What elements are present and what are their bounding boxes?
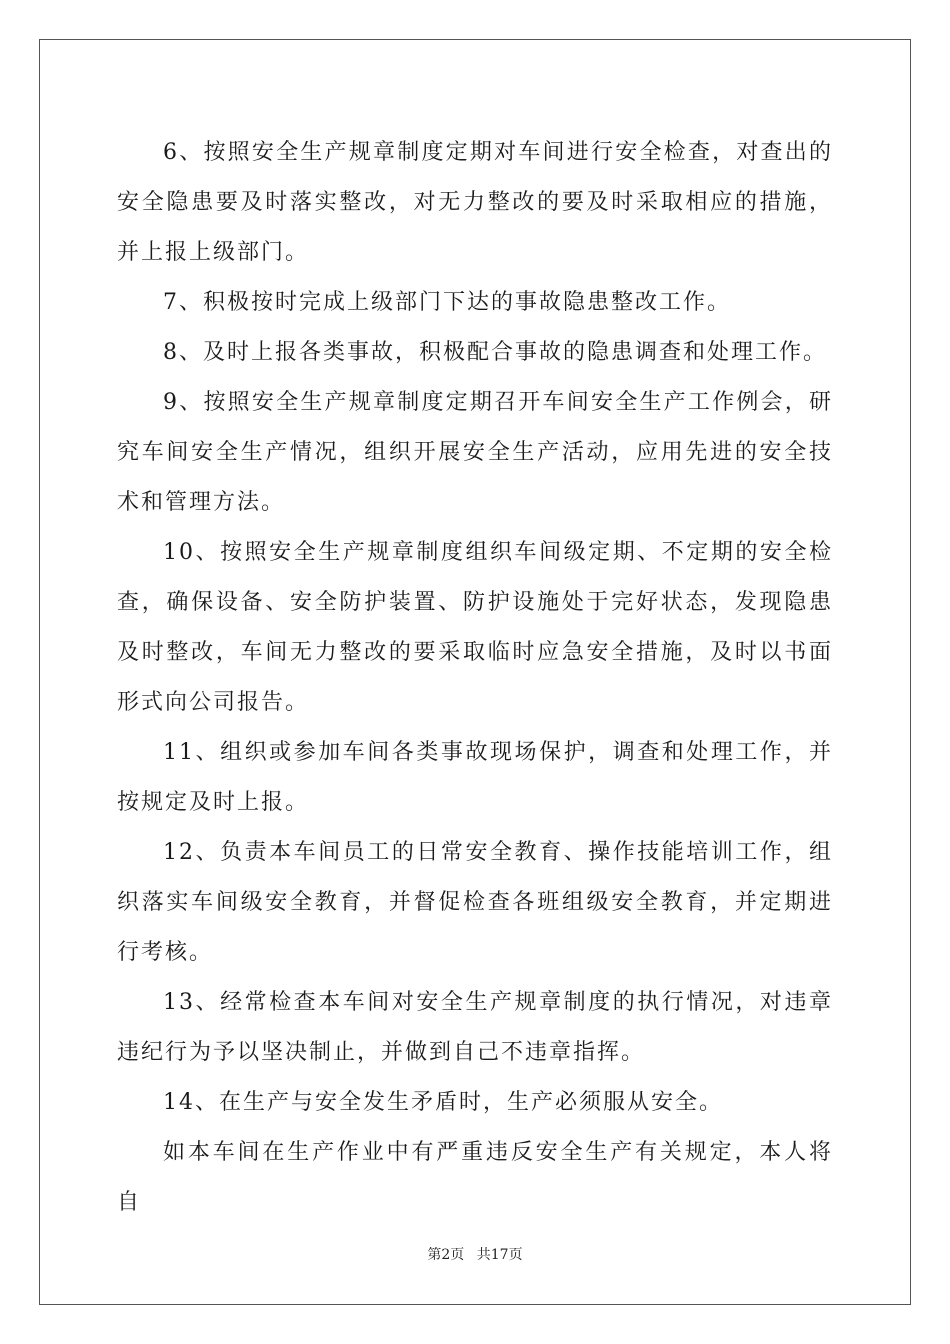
paragraph-10: 10、按照安全生产规章制度组织车间级定期、不定期的安全检查，确保设备、安全防护装置、防护设施处于完好状态，发现隐患及时整改，车间无力整改的要采取临时应急安全措施，及时以书面形式向公司报告。 — [117, 540, 833, 715]
paragraph-14: 14、在生产与安全发生矛盾时，生产必须服从安全。 — [163, 1090, 723, 1115]
paragraph-closing: 如本车间在生产作业中有严重违反安全生产有关规定，本人将自 — [117, 1140, 833, 1215]
page-number: 第2页 — [427, 1247, 465, 1263]
page-total: 共17页 — [476, 1247, 523, 1263]
document-body — [117, 128, 833, 1228]
paragraph-12: 12、负责本车间员工的日常安全教育、操作技能培训工作，组织落实车间级安全教育，并督促检查各班组级安全教育，并定期进行考核。 — [117, 840, 833, 965]
page-footer — [0, 1244, 950, 1264]
paragraph-8: 8、及时上报各类事故，积极配合事故的隐患调查和处理工作。 — [163, 340, 827, 365]
paragraph-6: 6、按照安全生产规章制度定期对车间进行安全检查，对查出的安全隐患要及时落实整改，对无力整改的要及时采取相应的措施，并上报上级部门。 — [117, 140, 833, 265]
paragraph-7: 7、积极按时完成上级部门下达的事故隐患整改工作。 — [163, 290, 731, 315]
paragraph-9: 9、按照安全生产规章制度定期召开车间安全生产工作例会，研究车间安全生产情况，组织开展安全生产活动，应用先进的安全技术和管理方法。 — [117, 390, 833, 515]
paragraph-11: 11、组织或参加车间各类事故现场保护，调查和处理工作，并按规定及时上报。 — [117, 740, 833, 815]
paragraph-13: 13、经常检查本车间对安全生产规章制度的执行情况，对违章违纪行为予以坚决制止，并做到自己不违章指挥。 — [117, 990, 833, 1065]
